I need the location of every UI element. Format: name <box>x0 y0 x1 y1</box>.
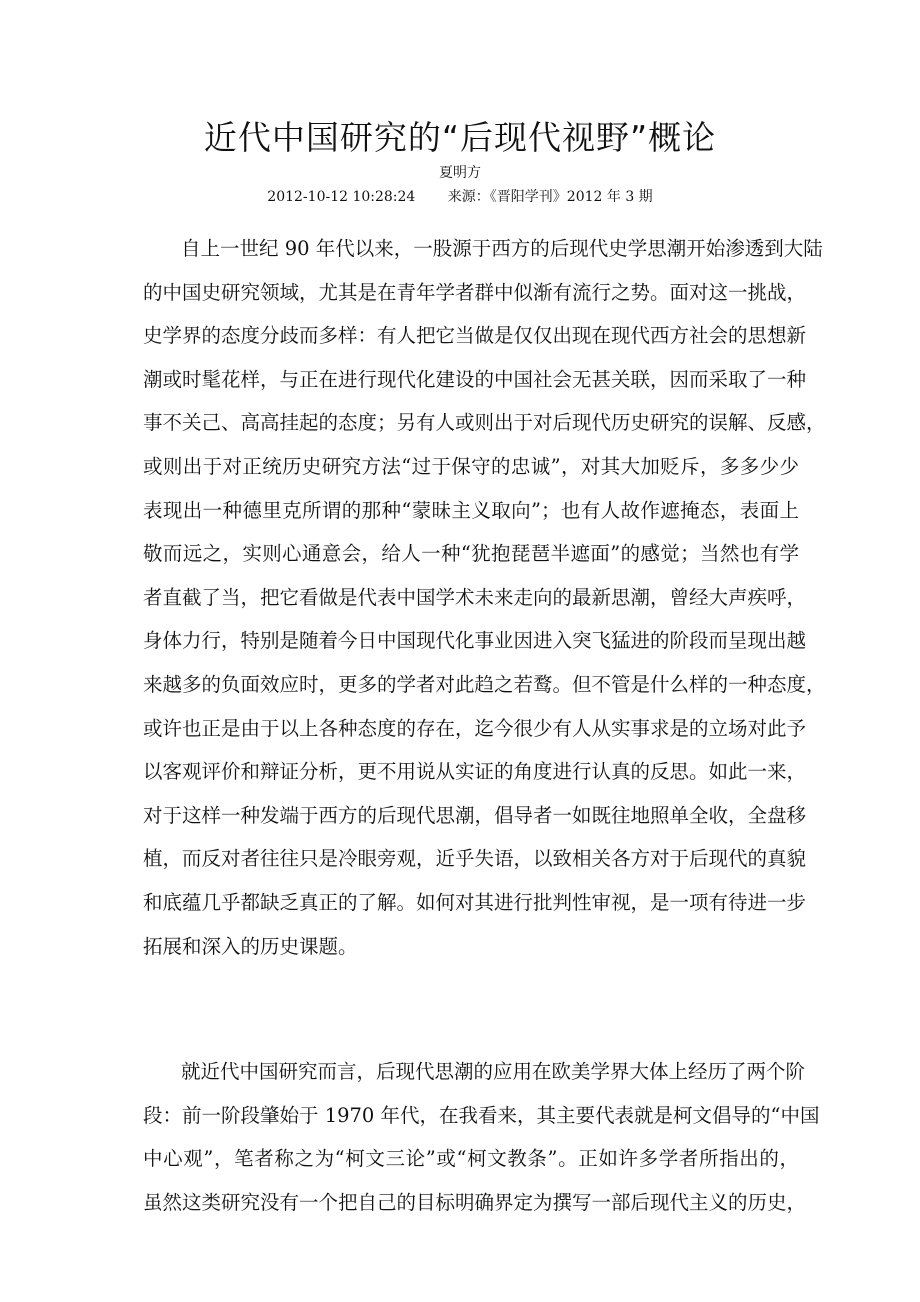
text-line: 中心观”，笔者称之为“柯文三论”或“柯文教条”。正如许多学者所指出的， <box>143 1147 799 1171</box>
text-line: 敬而远之，实则心通意会，给人一种“犹抱琵琶半遮面”的感觉；当然也有学 <box>143 542 799 566</box>
document-meta <box>0 186 920 206</box>
text-line: 身体力行，特别是随着今日中国现代化事业因进入突飞猛进的阶段而呈现出越 <box>143 629 807 653</box>
text-line: 表现出一种德里克所谓的那种“蒙昧主义取向”；也有人故作遮掩态，表面上 <box>143 498 799 522</box>
text-line: 或则出于对正统历史研究方法“过于保守的忠诚”，对其大加贬斥，多多少少 <box>143 454 799 478</box>
text-line: 段：前一阶段肇始于 1970 年代，在我看来，其主要代表就是柯文倡导的“中国 <box>143 1103 820 1127</box>
text-line: 事不关己、高高挂起的态度；另有人或则出于对后现代历史研究的误解、反感， <box>143 411 826 435</box>
text-line: 的中国史研究领域，尤其是在青年学者群中似渐有流行之势。面对这一挑战， <box>143 280 807 304</box>
paragraph-2 <box>143 1050 820 1224</box>
text-line: 史学界的态度分歧而多样：有人把它当做是仅仅出现在现代西方社会的思想新 <box>143 324 807 348</box>
text-line: 或许也正是由于以上各种态度的存在，迄今很少有人从实事求是的立场对此予 <box>143 716 807 740</box>
publish-datetime: 2012-10-12 10:28:24 <box>267 189 416 205</box>
text-line: 对于这样一种发端于西方的后现代思潮，倡导者一如既往地照单全收，全盘移 <box>143 803 807 827</box>
text-line: 植，而反对者往往只是冷眼旁观，近乎失语，以致相关各方对于后现代的真貌 <box>143 847 807 871</box>
text-line: 潮或时髦花样，与正在进行现代化建设的中国社会无甚关联，因而采取了一种 <box>143 367 807 391</box>
document-author: 夏明方 <box>439 165 481 181</box>
text-line: 和底蕴几乎都缺乏真正的了解。如何对其进行批判性审视，是一项有待进一步 <box>143 890 807 914</box>
text-line: 就近代中国研究而言，后现代思潮的应用在欧美学界大体上经历了两个阶 <box>181 1060 806 1083</box>
text-line: 以客观评价和辩证分析，更不用说从实证的角度进行认真的反思。如此一来， <box>143 760 807 784</box>
publication-source: 来源：《晋阳学刊》2012 年 3 期 <box>447 189 653 205</box>
paragraph-1 <box>143 227 826 968</box>
document-title: 近代中国研究的“后现代视野”概论 <box>203 118 717 157</box>
text-line: 自上一世纪 90 年代以来，一股源于西方的后现代史学思潮开始渗透到大陆 <box>181 237 823 260</box>
text-line: 拓展和深入的历史课题。 <box>143 934 358 958</box>
text-line: 来越多的负面效应时，更多的学者对此趋之若鹜。但不管是什么样的一种态度， <box>143 672 826 696</box>
text-line: 者直截了当，把它看做是代表中国学术未来走向的最新思潮，曾经大声疾呼， <box>143 585 807 609</box>
text-line: 虽然这类研究没有一个把自己的目标明确界定为撰写一部后现代主义的历史， <box>143 1190 807 1214</box>
